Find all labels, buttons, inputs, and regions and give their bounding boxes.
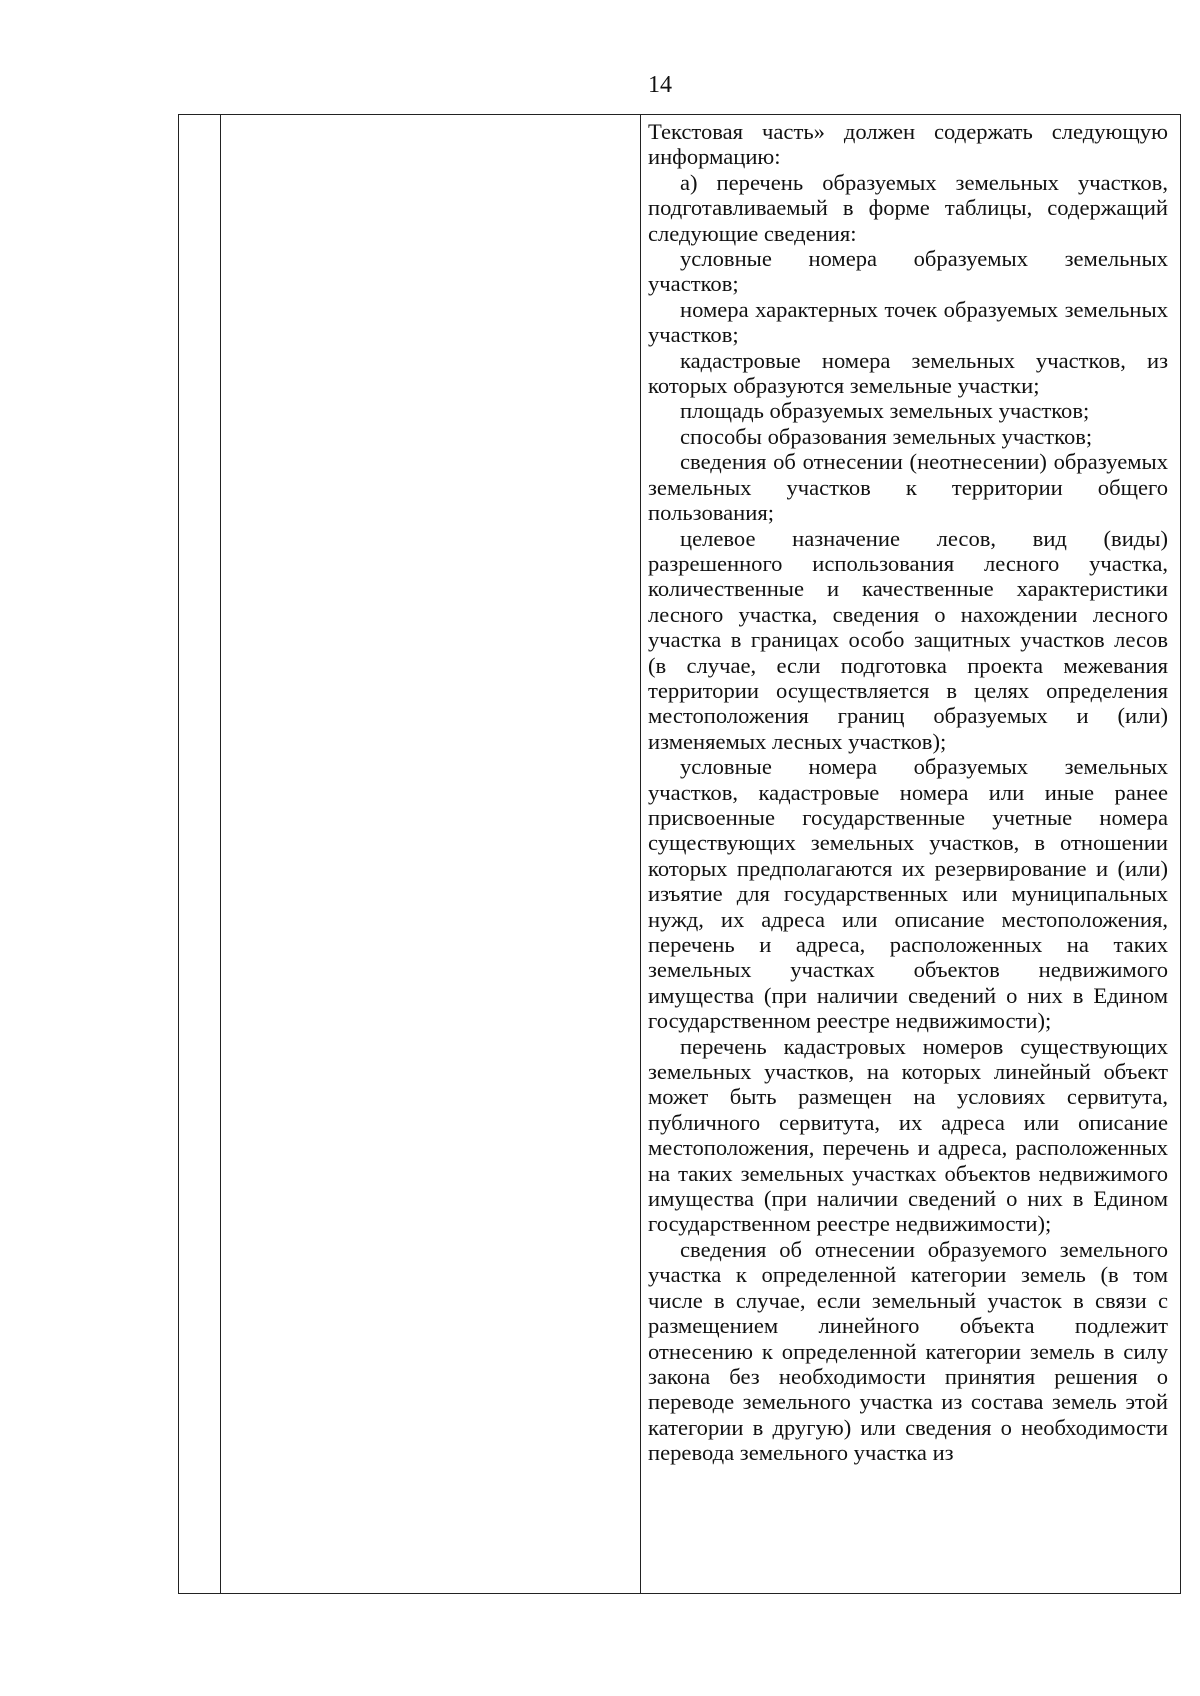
table-column-name xyxy=(221,115,641,1593)
paragraph-formation-methods: способы образования земельных участков; xyxy=(680,423,1093,449)
document-table xyxy=(178,114,1181,1594)
paragraph-public-territory: сведения об отнесении (неотнесении) образуемых земельных участков к территории общего пользования; xyxy=(648,449,1168,526)
paragraph-forest-purpose: целевое назначение лесов, вид (виды) разрешенного использования лесного участка, количественные и качественные характеристики лесного участка, сведения о нахождении лесного участка в границах особо защитных участков лесов (в случае, если подготовка проекта межевания территории осуществляется в целях определения местоположения границ образуемых и (или) изменяемых лесных участков); xyxy=(648,525,1168,754)
table-column-number xyxy=(179,115,221,1593)
paragraph-land-category: сведения об отнесении образуемого земельного участка к определенной категории земель (в том числе в случае, если земельный участок в связи с размещением линейного объекта подлежит отнесению к определенной категории земель в силу закона без необходимости принятия решения о переводе земельного участка из состава земель этой категории в другую) или сведения о необходимости перевода земельного участка из xyxy=(648,1236,1168,1466)
paragraph-intro: Текстовая часть» должен содержать следующую информацию: xyxy=(648,119,1168,170)
paragraph-reservation: условные номера образуемых земельных участков, кадастровые номера или иные ранее присвоенные государственные учетные номера существующих земельных участков, в отношении которых предполагаются их резервирование и (или) изъятие для государственных или муниципальных нужд, их адреса или описание местоположения, перечень и адреса, расположенных на таких земельных участках объектов недвижимого имущества (при наличии сведений о них в Едином государственном реестре недвижимости); xyxy=(648,754,1168,1034)
paragraph-characteristic-points: номера характерных точек образуемых земельных участков; xyxy=(648,296,1168,348)
paragraph-servitude: перечень кадастровых номеров существующих земельных участков, на которых линейный объект может быть размещен на условиях сервитута, публичного сервитута, их адреса или описание местоположения, перечень и адреса, расположенных на таких земельных участках объектов недвижимого имущества (при наличии сведений о них в Едином государственном реестре недвижимости); xyxy=(648,1033,1168,1237)
paragraph-cadastral-numbers: кадастровые номера земельных участков, из которых образуются земельные участки; xyxy=(648,347,1168,399)
page-number: 14 xyxy=(648,72,672,98)
paragraph-conditional-numbers: условные номера образуемых земельных участков; xyxy=(648,246,1168,297)
table-column-content xyxy=(641,115,1180,1593)
paragraph-item-a: а) перечень образуемых земельных участков, подготавливаемый в форме таблицы, содержащий следующие сведения: xyxy=(648,169,1168,246)
paragraph-area: площадь образуемых земельных участков; xyxy=(680,398,1090,424)
